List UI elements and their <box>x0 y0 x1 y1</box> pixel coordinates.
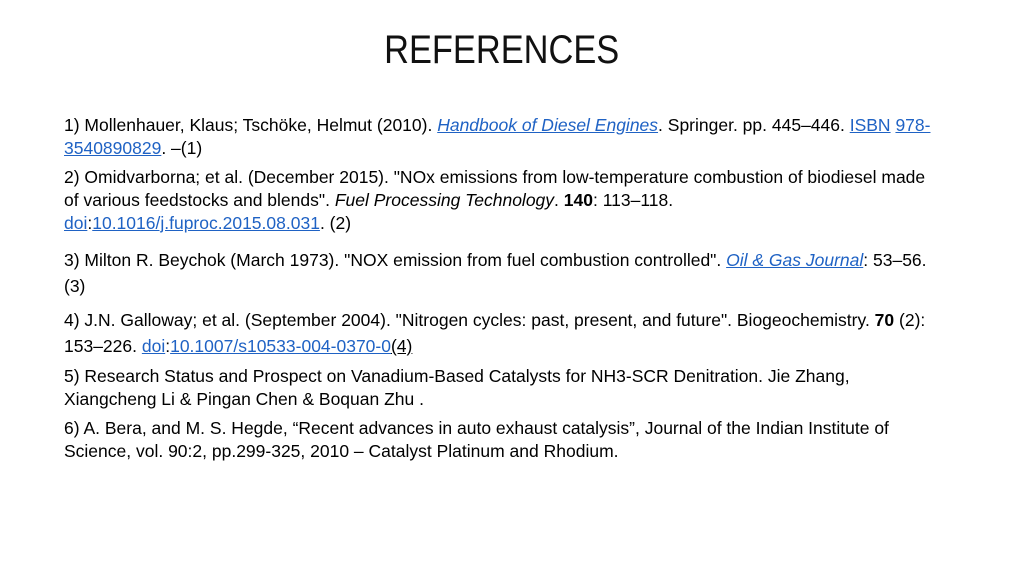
reference-4-text-b: (2): 153–226. <box>64 310 926 356</box>
reference-1-isbn-link[interactable]: ISBN <box>849 115 891 135</box>
reference-1-book-title: Handbook of Diesel Engines <box>437 115 659 135</box>
reference-1-text-d: . –(1) <box>161 138 203 158</box>
reference-3-journal: Oil & Gas Journal <box>726 250 864 270</box>
reference-2-doi-link[interactable]: 10.1016/j.fuproc.2015.08.031 <box>92 213 320 233</box>
reference-1-text-b: . Springer. pp. 445–446. <box>658 115 850 135</box>
reference-item-4 <box>64 307 934 359</box>
reference-6-text: 6) A. Bera, and M. S. Hegde, “Recent advances in auto exhaust catalysis”, Journal of the Indian Institute of Science, vol. 90:2, pp.299-325, 2010 – Catalyst Platinum and Rhodium. <box>64 418 889 461</box>
reference-5-text: 5) Research Status and Prospect on Vanadium-Based Catalysts for NH3-SCR Denitration. Jie Zhang, Xiangcheng Li & Pingan Chen & Boquan Zhu . <box>64 366 850 409</box>
reference-2-text-d: . (2) <box>319 213 352 233</box>
reference-4-doi-label-link[interactable]: doi <box>141 336 166 356</box>
reference-3-text-a: 3) Milton R. Beychok (March 1973). "NOX emission from fuel combustion controlled". <box>64 250 727 270</box>
reference-1-book-link[interactable] <box>437 115 658 135</box>
reference-2-text-b: . <box>554 190 564 210</box>
reference-2-doi-colon: : <box>87 213 93 233</box>
reference-1-isbn-number-link[interactable]: 978-3540890829 <box>64 115 931 158</box>
references-list <box>64 114 934 469</box>
reference-2-text-a: 2) Omidvarborna; et al. (December 2015). "NOx emissions from low-temperature combustion of biodiesel made of various feedstocks and blends". <box>64 167 926 210</box>
reference-4-doi-colon: : <box>165 336 171 356</box>
reference-3-text-b: : 53–56. (3) <box>64 250 927 296</box>
reference-2-text-c: : 113–118. <box>592 190 674 210</box>
reference-3-journal-link[interactable] <box>726 250 863 270</box>
reference-4-doi-link[interactable]: 10.1007/s10533-004-0370-0 <box>170 336 391 356</box>
reference-2-volume: 140 <box>563 190 593 210</box>
reference-4-citation-marker-link[interactable]: (4) <box>390 336 413 356</box>
reference-2-journal: Fuel Processing Technology <box>334 190 555 210</box>
reference-item-6 <box>64 417 934 463</box>
slide-title-container <box>0 28 1024 73</box>
reference-item-5 <box>64 365 934 411</box>
reference-4-volume: 70 <box>874 310 895 330</box>
reference-1-text-a: 1) Mollenhauer, Klaus; Tschöke, Helmut (2010). <box>64 115 438 135</box>
slide-title: REFERENCES <box>384 28 620 72</box>
reference-4-text-a: 4) J.N. Galloway; et al. (September 2004). "Nitrogen cycles: past, present, and future". Biogeochemistry. <box>64 310 875 330</box>
reference-item-2 <box>64 166 934 235</box>
reference-item-1 <box>64 114 934 160</box>
reference-2-doi-label-link[interactable]: doi <box>64 213 88 233</box>
reference-item-3 <box>64 247 934 299</box>
